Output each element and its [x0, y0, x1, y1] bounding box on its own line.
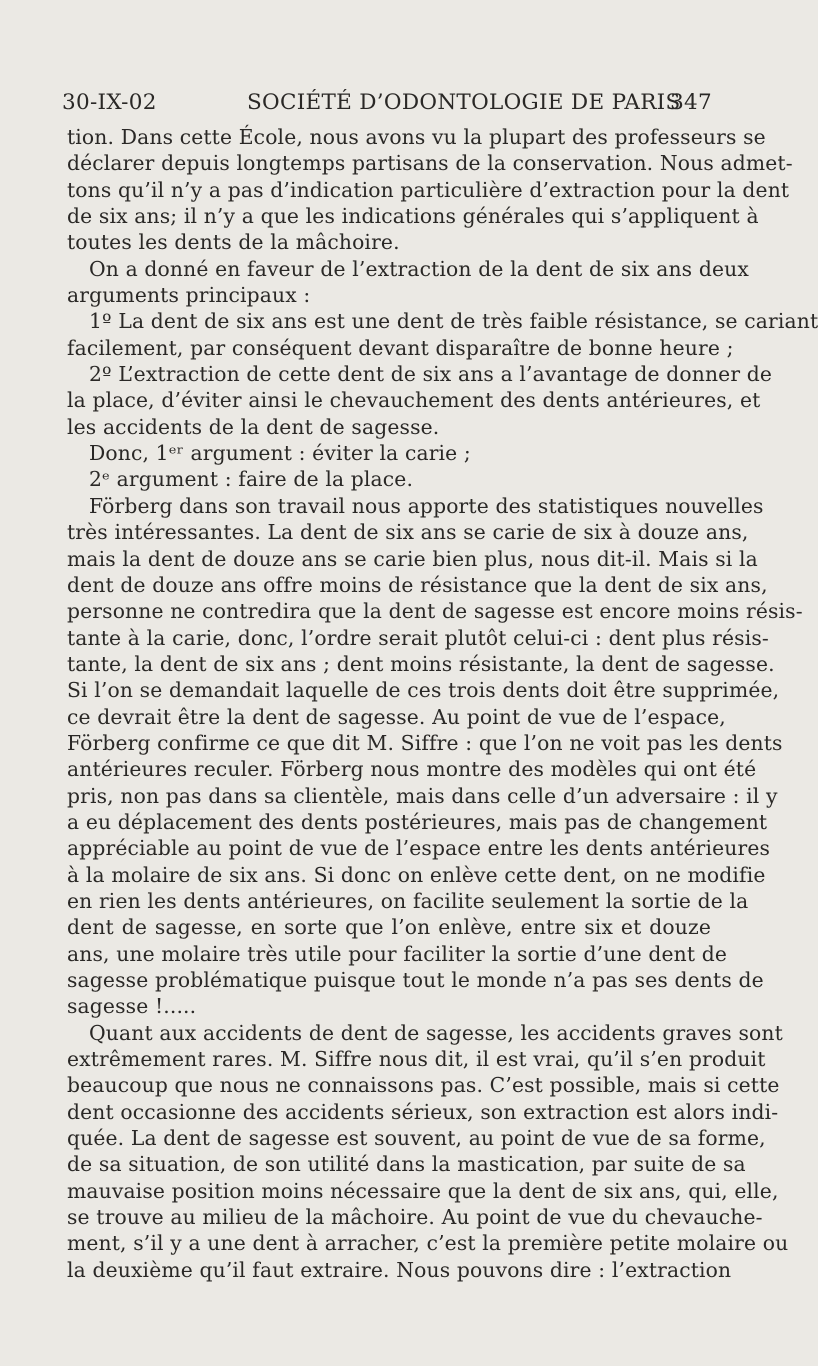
text-line: quée. La dent de sagesse est souvent, au point de vue de sa forme, [67, 1126, 766, 1151]
text-line: de six ans; il n’y a que les indications générales qui s’appliquent à [67, 204, 759, 229]
text-line: la place, d’éviter ainsi le chevauchement des dents antérieures, et [67, 388, 761, 413]
text-line: tion. Dans cette École, nous avons vu la plupart des professeurs se [67, 125, 766, 149]
text-line: la deuxième qu’il faut extraire. Nous pouvons dire : l’extraction [67, 1257, 732, 1282]
text-line: déclarer depuis longtemps partisans de la conservation. Nous admet- [67, 151, 793, 176]
text-line: a eu déplacement des dents postérieures, mais pas de changement [67, 809, 768, 834]
text-line: Quant aux accidents de dent de sagesse, les accidents graves sont [89, 1020, 783, 1045]
text-line: 1º La dent de six ans est une dent de très faible résistance, se cariant [89, 309, 818, 334]
text-line: personne ne contredira que la dent de sagesse est encore moins résis- [67, 599, 803, 624]
text-line: très intéressantes. La dent de six ans se carie de six à douze ans, [67, 520, 749, 545]
text-line: toutes les dents de la mâchoire. [67, 230, 400, 255]
text-line: Förberg confirme ce que dit M. Siffre : que l’on ne voit pas les dents [67, 730, 783, 755]
page-number: 347 [670, 90, 712, 115]
text-line: 2º L’extraction de cette dent de six ans a l’avantage de donner de [89, 362, 773, 387]
text-line: se trouve au milieu de la mâchoire. Au point de vue du chevauche- [67, 1205, 763, 1230]
text-line: les accidents de la dent de sagesse. [67, 414, 440, 439]
text-line: dent de douze ans offre moins de résistance que la dent de six ans, [67, 572, 768, 597]
text-line: ans, une molaire très utile pour faciliter la sortie d’une dent de [67, 941, 728, 966]
text-line: On a donné en faveur de l’extraction de la dent de six ans deux [89, 256, 749, 281]
header-journal-title: SOCIÉTÉ D’ODONTOLOGIE DE PARIS [247, 90, 681, 115]
text-line: Donc, 1ᵉʳ argument : éviter la carie ; [89, 441, 471, 466]
text-line: 2ᵉ argument : faire de la place. [89, 467, 414, 492]
text-line: tante à la carie, donc, l’ordre serait plutôt celui-ci : dent plus résis- [67, 625, 769, 650]
text-line: tons qu’il n’y a pas d’indication particulière d’extraction pour la dent [67, 177, 790, 202]
text-line: de sa situation, de son utilité dans la mastication, par suite de sa [67, 1152, 746, 1177]
body-text [67, 124, 818, 1283]
text-line: dent de sagesse, en sorte que l’on enlève, entre six et douze [67, 915, 711, 940]
text-line: à la molaire de six ans. Si donc on enlève cette dent, on ne modifie [67, 862, 766, 887]
text-line: mais la dent de douze ans se carie bien plus, nous dit-il. Mais si la [67, 546, 758, 571]
text-line: mauvaise position moins nécessaire que la dent de six ans, qui, elle, [67, 1178, 779, 1203]
text-line: facilement, par conséquent devant disparaître de bonne heure ; [67, 335, 734, 360]
text-line: en rien les dents antérieures, on facilite seulement la sortie de la [67, 888, 749, 913]
text-line: extrêmement rares. M. Siffre nous dit, il est vrai, qu’il s’en produit [67, 1047, 766, 1072]
text-line: Si l’on se demandait laquelle de ces trois dents doit être supprimée, [67, 678, 780, 703]
text-line: ce devrait être la dent de sagesse. Au point de vue de l’espace, [67, 704, 726, 729]
text-line: Förberg dans son travail nous apporte des statistiques nouvelles [89, 493, 764, 518]
text-line: ment, s’il y a une dent à arracher, c’est la première petite molaire ou [67, 1231, 789, 1256]
text-line: sagesse problématique puisque tout le monde n’a pas ses dents de [67, 968, 764, 992]
text-line: beaucoup que nous ne connaissons pas. C’est possible, mais si cette [67, 1073, 780, 1098]
text-line: antérieures reculer. Förberg nous montre des modèles qui ont été [67, 757, 757, 782]
text-line: pris, non pas dans sa clientèle, mais dans celle d’un adversaire : il y [67, 783, 778, 808]
text-line: appréciable au point de vue de l’espace entre les dents antérieures [67, 836, 771, 861]
header-date: 30-IX-02 [62, 90, 157, 115]
text-line: dent occasionne des accidents sérieux, son extraction est alors indi- [67, 1099, 779, 1124]
text-line: arguments principaux : [67, 283, 311, 308]
text-line: tante, la dent de six ans ; dent moins résistante, la dent de sagesse. [67, 651, 775, 676]
text-line: sagesse !..... [67, 994, 197, 1019]
